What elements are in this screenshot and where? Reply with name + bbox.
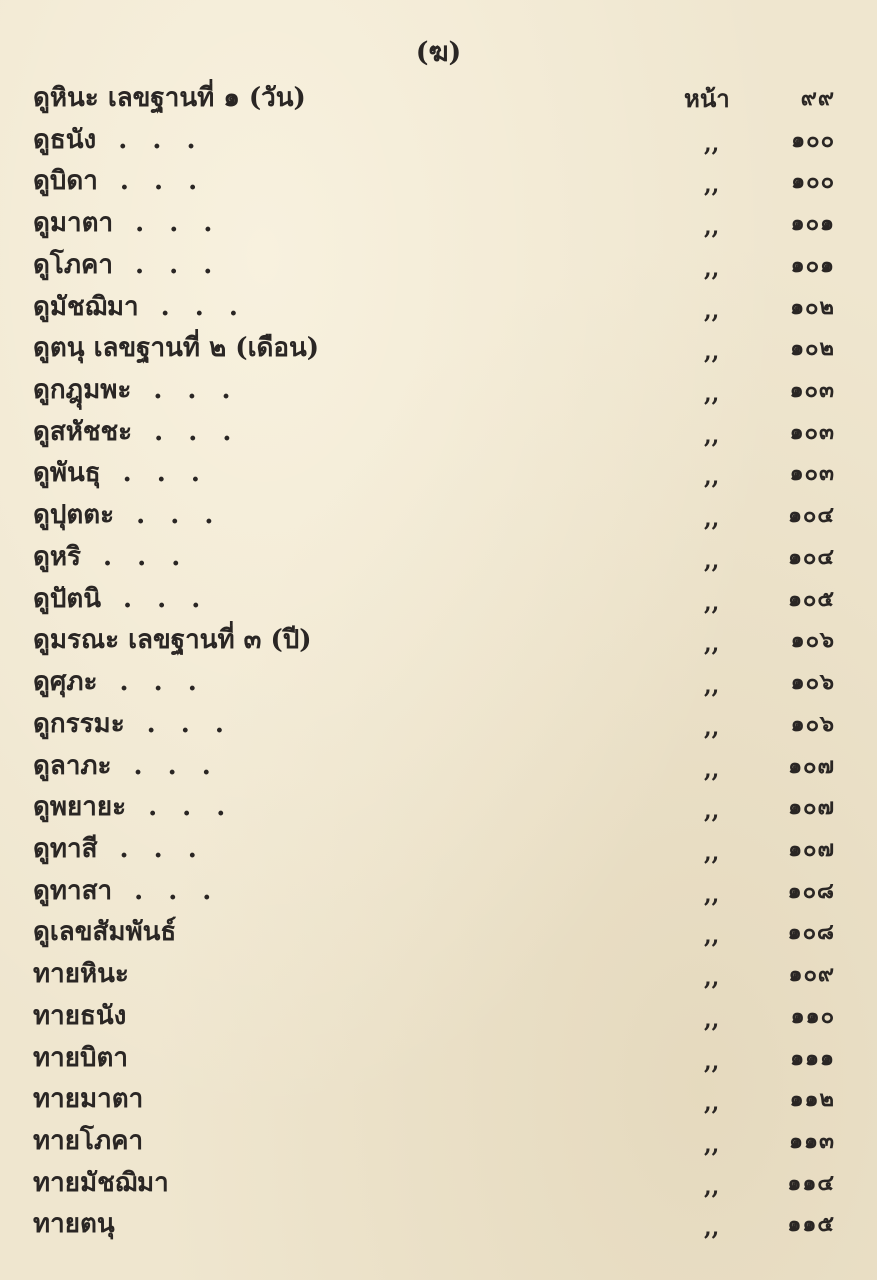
toc-entry-page-number: ๑๐๖	[790, 627, 835, 654]
toc-entry-leader-dots: . . .	[153, 375, 239, 406]
toc-header-row	[0, 78, 877, 120]
toc-header-title: ดูหินะ เลขฐานที่ ๑ (วัน)	[33, 83, 306, 113]
toc-entry-leader-dots: . . .	[134, 249, 221, 280]
toc-entry-page-number: ๑๑๑	[790, 1044, 835, 1071]
toc-entry-ditto-mark: ,,	[704, 339, 720, 366]
toc-entry-title: ทายตนุ	[33, 1209, 115, 1240]
toc-entry-title: ดูศุภะ . . .	[33, 667, 205, 698]
page-marker: (ฆ)	[415, 37, 462, 68]
toc-entry	[0, 495, 877, 537]
toc-entry-page-number: ๑๐๒	[790, 293, 835, 320]
toc-entry-leader-dots: . . .	[119, 833, 205, 864]
toc-entry-ditto-mark: ,,	[704, 1215, 720, 1242]
toc-entry	[0, 787, 877, 829]
toc-entry	[0, 829, 877, 871]
toc-entry-leader-dots: . . .	[119, 166, 206, 197]
toc-entry	[0, 1121, 877, 1163]
toc-entry-page-number: ๑๐๕	[787, 585, 835, 612]
toc-entry	[0, 1038, 877, 1080]
toc-entry-ditto-mark: ,,	[704, 798, 720, 825]
toc-entry	[0, 412, 877, 454]
toc-entry	[0, 746, 877, 788]
toc-entry-title: ดูทาสา . . .	[33, 875, 220, 906]
toc-entry	[0, 662, 877, 704]
toc-entry-ditto-mark: ,,	[704, 756, 720, 783]
toc-entry	[0, 954, 877, 996]
toc-entry-leader-dots: . . .	[103, 541, 189, 572]
toc-entry-title: ดูลาภะ . . .	[33, 750, 219, 781]
toc-entry-page-number: ๑๐๔	[787, 543, 835, 570]
toc-entry-leader-dots: . . .	[136, 500, 222, 531]
toc-entry-page-number: ๑๑๔	[787, 1169, 835, 1196]
toc-entry-page-number: ๑๐๖	[790, 669, 835, 696]
toc-entry-ditto-mark: ,,	[704, 1006, 720, 1033]
toc-entry-page-number: ๑๐๐	[791, 168, 835, 195]
toc-entry-title: ดูมาตา . . .	[33, 208, 221, 239]
toc-entry-ditto-mark: ,,	[704, 673, 720, 700]
toc-entry-title: ดูหริ . . .	[33, 541, 189, 572]
toc-entry	[0, 370, 877, 412]
toc-entry-ditto-mark: ,,	[704, 172, 720, 199]
toc-entry-title: ดูมัชฌิมา . . .	[33, 291, 246, 322]
toc-entry-ditto-mark: ,,	[704, 923, 720, 950]
toc-entry-page-number: ๑๐๐	[791, 126, 835, 153]
toc-entry-ditto-mark: ,,	[704, 881, 720, 908]
toc-entry-title: ดูพันธุ . . .	[33, 458, 208, 489]
toc-entry	[0, 161, 877, 203]
toc-entry-title: ทายโภคา	[33, 1125, 144, 1156]
toc-entry-ditto-mark: ,,	[704, 381, 720, 408]
toc-entry-leader-dots: . . .	[154, 416, 240, 447]
toc-entry-title: ดูพยายะ . . .	[33, 792, 234, 823]
toc-entry-ditto-mark: ,,	[704, 1173, 720, 1200]
toc-entry-ditto-mark: ,,	[704, 1048, 720, 1075]
toc-entry	[0, 1163, 877, 1205]
toc-entry-leader-dots: . . .	[146, 708, 232, 739]
toc-entry-page-number: ๑๑๐	[790, 1002, 835, 1029]
toc-entry	[0, 871, 877, 913]
toc-entry-title: ทายหินะ	[33, 959, 129, 990]
toc-entry-ditto-mark: ,,	[704, 130, 720, 157]
toc-entry-leader-dots: . . .	[122, 458, 208, 489]
toc-entry-ditto-mark: ,,	[704, 839, 720, 866]
toc-entry-title: ดูเลขสัมพันธ์	[33, 917, 177, 948]
toc-entry	[0, 579, 877, 621]
toc-entry-page-number: ๑๑๓	[789, 1127, 835, 1154]
toc-entry-ditto-mark: ,,	[704, 506, 720, 533]
toc-entry-title: ดูกรรมะ . . .	[33, 708, 232, 739]
toc-entry-title: ดูทาสี . . .	[33, 833, 205, 864]
toc-entry	[0, 287, 877, 329]
toc-entry	[0, 1079, 877, 1121]
toc-entry-page-number: ๑๐๘	[787, 877, 835, 904]
toc-entry-title: ทายบิตา	[33, 1042, 128, 1073]
toc-entry-title: ดูปุตตะ . . .	[33, 500, 222, 531]
toc-entry-title: ดูโภคา . . .	[33, 249, 221, 280]
toc-entry-ditto-mark: ,,	[704, 965, 720, 992]
toc-entry-title: ดูธนัง . . .	[33, 124, 204, 155]
toc-entry-ditto-mark: ,,	[704, 631, 720, 658]
toc-entry-page-number: ๑๐๑	[790, 210, 835, 237]
toc-entry-leader-dots: . . .	[119, 667, 205, 698]
toc-entry	[0, 912, 877, 954]
toc-entry-page-number: ๑๐๖	[790, 710, 835, 737]
toc-entry-ditto-mark: ,,	[704, 1090, 720, 1117]
toc-entry	[0, 245, 877, 287]
toc-entry-ditto-mark: ,,	[704, 1131, 720, 1158]
toc-entry-ditto-mark: ,,	[704, 714, 720, 741]
toc-entry	[0, 1204, 877, 1246]
toc-entry	[0, 620, 877, 662]
toc-entry-page-number: ๑๐๙	[788, 961, 835, 988]
toc-entry	[0, 120, 877, 162]
toc-entry-ditto-mark: ,,	[704, 214, 720, 241]
toc-entry-page-number: ๑๐๗	[788, 752, 835, 779]
toc-entry-page-number: ๑๐๓	[789, 460, 835, 487]
toc-entry-leader-dots: . . .	[133, 750, 219, 781]
toc-entry-page-number: ๑๐๓	[789, 377, 835, 404]
toc-entry-leader-dots: . . .	[135, 208, 221, 239]
toc-entry	[0, 203, 877, 245]
toc-entry-leader-dots: . . .	[148, 792, 234, 823]
toc-entry-page-number: ๑๐๘	[787, 919, 835, 946]
toc-entry-ditto-mark: ,,	[704, 255, 720, 282]
toc-entry-ditto-mark: ,,	[704, 547, 720, 574]
toc-entry-title: ทายธนัง	[33, 1000, 127, 1031]
toc-entry-title: ดูปัตนิ . . .	[33, 583, 209, 614]
toc-entry-ditto-mark: ,,	[704, 422, 720, 449]
toc-entry-page-number: ๑๐๓	[789, 418, 835, 445]
toc-entry	[0, 328, 877, 370]
table-of-contents	[0, 78, 877, 1246]
toc-entry	[0, 996, 877, 1038]
toc-entry-title: ดูกฎุมพะ . . .	[33, 375, 239, 406]
toc-entry-leader-dots: . . .	[134, 875, 220, 906]
toc-entry	[0, 704, 877, 746]
toc-header-page: ๙๙	[800, 85, 835, 111]
toc-entry-page-number: ๑๐๑	[790, 251, 835, 278]
toc-entry-page-number: ๑๑๕	[787, 1211, 835, 1238]
toc-entry-title: ทายมาตา	[33, 1084, 144, 1115]
toc-entry	[0, 537, 877, 579]
toc-entry-title: ดูสหัชชะ . . .	[33, 416, 240, 447]
toc-entry-page-number: ๑๐๔	[787, 502, 835, 529]
toc-entry-leader-dots: . . .	[123, 583, 209, 614]
toc-entry-title: ดูมรณะ เลขฐานที่ ๓ (ปี)	[33, 625, 312, 656]
toc-entry-title: ดูบิดา . . .	[33, 166, 206, 197]
toc-entry-title: ทายมัชฌิมา	[33, 1167, 169, 1198]
toc-entry-ditto-mark: ,,	[704, 297, 720, 324]
toc-entry-ditto-mark: ,,	[704, 464, 720, 491]
toc-entry-leader-dots: . . .	[160, 291, 246, 322]
toc-entry-page-number: ๑๐๗	[788, 794, 835, 821]
toc-entry	[0, 453, 877, 495]
page-column-label: หน้า	[684, 84, 730, 113]
toc-entry-ditto-mark: ,,	[704, 589, 720, 616]
toc-entry-page-number: ๑๐๗	[788, 835, 835, 862]
toc-entry-leader-dots: . . .	[118, 124, 204, 155]
toc-entry-page-number: ๑๑๒	[789, 1086, 835, 1113]
toc-entry-page-number: ๑๐๒	[790, 335, 835, 362]
toc-entry-title: ดูตนุ เลขฐานที่ ๒ (เดือน)	[33, 333, 320, 364]
